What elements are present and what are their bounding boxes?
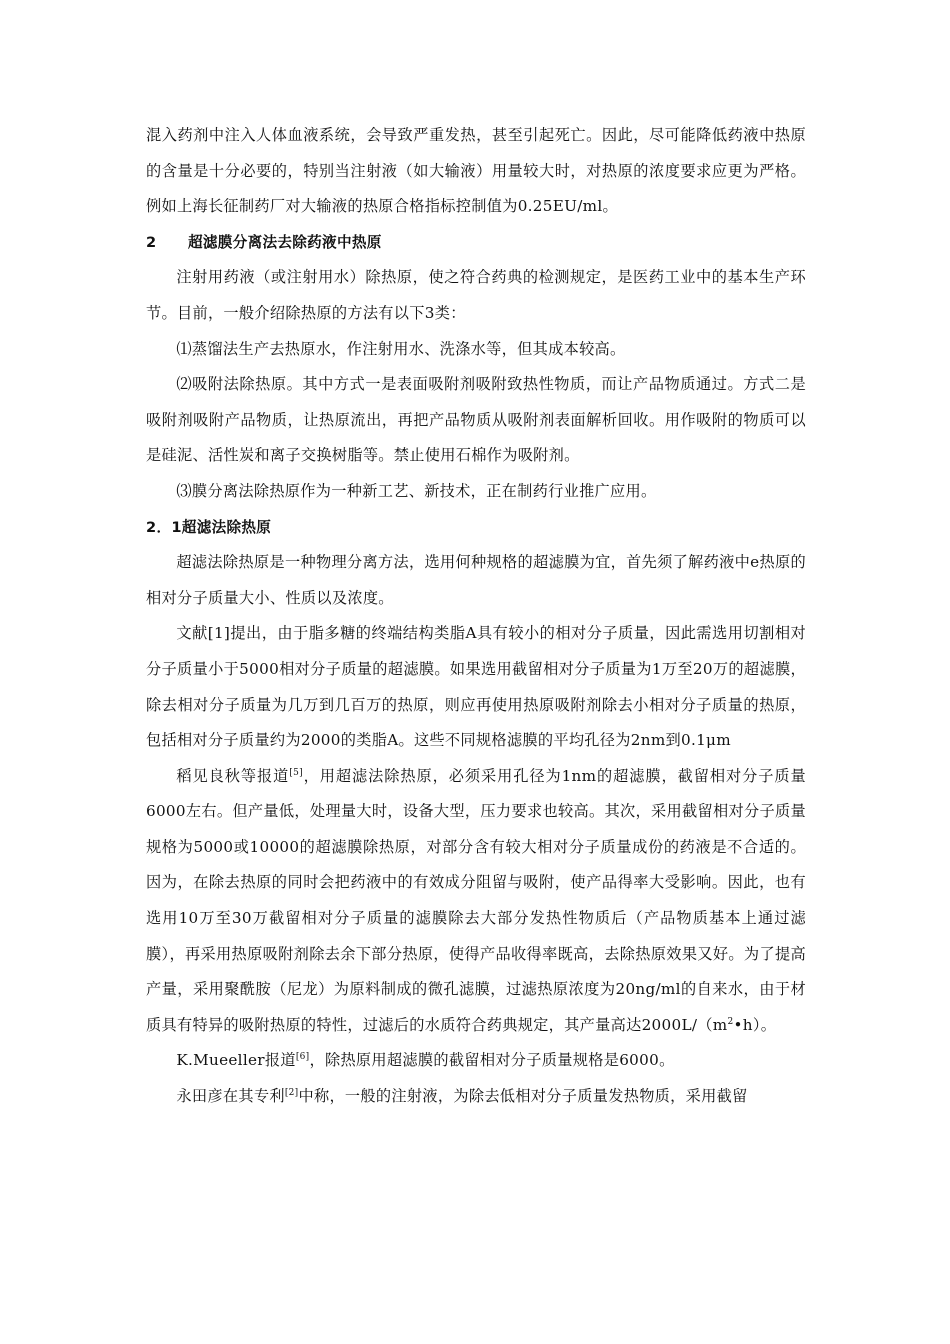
section-2-number: 2: [146, 233, 157, 251]
paragraph-patent-2: 永田彦在其专利[2]中称，一般的注射液，为除去低相对分子质量发热物质，采用截留: [176, 1087, 748, 1106]
paragraph-literature-6: K.Mueeller报道[6]，除热原用超滤膜的截留相对分子质量规格是6000。: [176, 1051, 675, 1070]
paragraph-method-1: ⑴蒸馏法生产去热原水，作注射用水、洗涤水等，但其成本较高。: [176, 339, 626, 358]
superscript-2: 2: [727, 1016, 734, 1027]
paragraph-method-2: ⑵吸附法除热原。其中方式一是表面吸附剂吸附致热性物质，而让产品物质通过。方式二是吸附剂吸附产品物质，让热原流出，再把产品物质从吸附剂表面解析回收。用作吸附的物质可以是硅泥、活性炭和离子交换树脂等。禁止使用石棉作为吸附剂。: [146, 375, 806, 465]
document-page: [146, 118, 806, 1115]
citation-6: [6]: [295, 1052, 310, 1063]
paragraph-literature-5: 稻见良秋等报道[5]，用超滤法除热原，必须采用孔径为1nm的超滤膜，截留相对分子质量6000左右。但产量低，处理量大时，设备大型，压力要求也较高。其次，采用截留相对分子质量规格为5000或10000的超滤膜除热原，对部分含有较大相对分子质量成份的药液是不合适的。因为，在除去热原的同时会把药液中的有效成分阻留与吸附，使产品得率大受影响。因此，也有选用10万至30万截留相对分子质量的滤膜除去大部分发热性物质后（产品物质基本上通过滤膜），再采用热原吸附剂除去余下部分热原，使得产品收得率既高，去除热原效果又好。为了提高产量，采用聚酰胺（尼龙）为原料制成的微孔滤膜，过滤热原浓度为20ng/ml的自来水，由于材质具有特异的吸附热原的特性，过滤后的水质符合药典规定，其产量高达$2000L/(m^2•h)$。: [146, 766, 806, 1034]
paragraph-ultrafiltration-intro: 超滤法除热原是一种物理分离方法，选用何种规格的超滤膜为宜，首先须了解药液中e热原的相对分子质量大小、性质以及浓度。: [146, 553, 806, 607]
section-2-1-heading: 2．1超滤法除热原: [146, 518, 272, 536]
paragraph-literature-1: 文献[1]提出，由于脂多糖的终端结构类脂A具有较小的相对分子质量，因此需选用切割相对分子质量小于5000相对分子质量的超滤膜。如果选用截留相对分子质量为1万至20万的超滤膜，除去相对分子质量为几万到几百万的热原，则应再使用热原吸附剂除去小相对分子质量的热原，包括相对分子质量约为2000的类脂A。这些不同规格滤膜的平均孔径为2nm到0.1μm: [146, 624, 806, 750]
paragraph-intro: 混入药剂中注入人体血液系统，会导致严重发热，甚至引起死亡。因此，尽可能降低药液中热原的含量是十分必要的，特别当注射液（如大输液）用量较大时，对热原的浓度要求应更为严格。例如上海长征制药厂对大输液的热原合格指标控制值为0.25EU/ml。: [146, 126, 806, 216]
paragraph-methods-intro: 注射用药液（或注射用水）除热原，使之符合药典的检测规定，是医药工业中的基本生产环节。目前，一般介绍除热原的方法有以下3类：: [146, 268, 806, 322]
section-2-heading: [146, 225, 806, 261]
section-2-title: 超滤膜分离法去除药液中热原: [188, 233, 382, 251]
citation-2: [2]: [284, 1087, 299, 1098]
citation-5: [5]: [289, 767, 303, 778]
paragraph-method-3: ⑶膜分离法除热原作为一种新工艺、新技术，正在制药行业推广应用。: [176, 481, 657, 500]
